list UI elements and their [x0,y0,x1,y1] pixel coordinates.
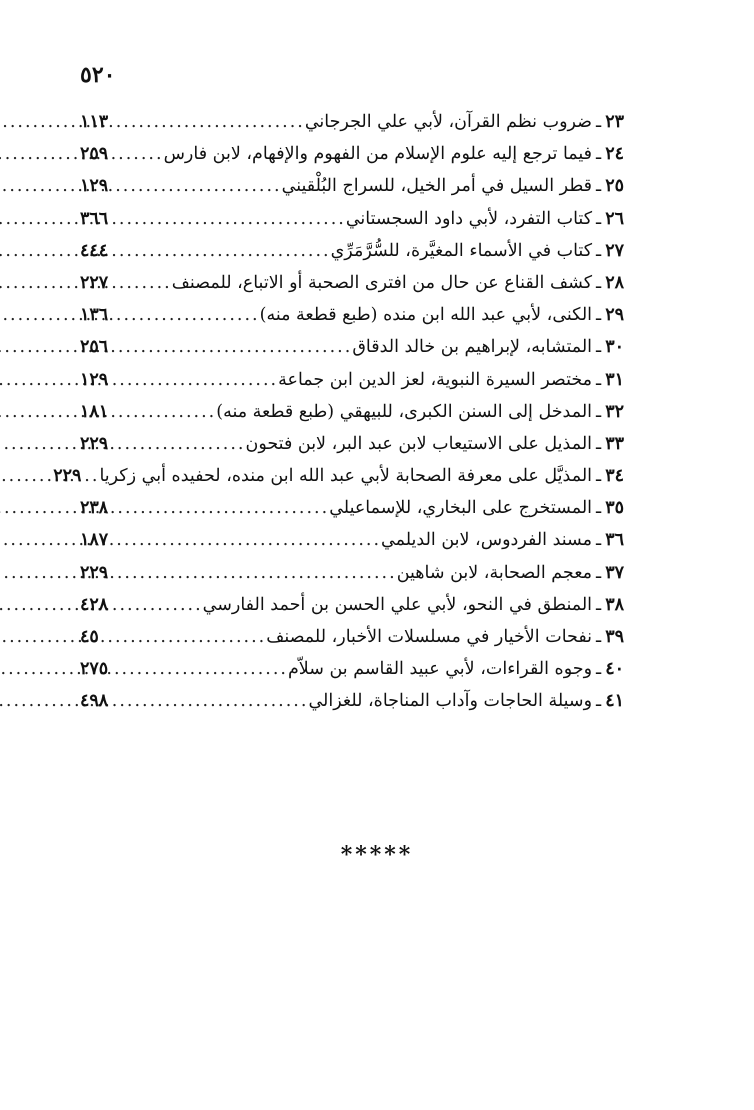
entry-separator: ـ [596,498,602,519]
end-mark: ***** [340,842,414,868]
entry-title: كتاب التفرد، لأبي داود السجستاني [345,208,593,229]
entry-page: ١٢٩ [80,176,109,197]
entry-separator: ـ [596,112,602,132]
index-entry [80,176,624,208]
entry-number: ٢٦ [605,208,624,229]
entry-number: ٢٤ [605,144,624,165]
entry-separator: ـ [596,144,602,165]
entry-title: كشف القناع عن حال من افترى الصحبة أو الاتباع، للمصنف [171,272,593,293]
index-entry [80,563,624,595]
entry-title: المذيل على الاستيعاب لابن عبد البر، لابن فتحون [245,433,593,454]
entry-number: ٣٣ [605,433,624,454]
dot-leader [108,337,352,357]
entry-number: ٤١ [605,691,624,712]
dot-leader [108,209,346,229]
entry-page: ١٨٧ [80,530,109,551]
index-entry [80,627,624,659]
entry-title: مسند الفردوس، لابن الديلمي [381,530,593,551]
entry-title: المذيَّل على معرفة الصحابة لأبي عبد الله ابن منده، لحفيده أبي زكريا [99,466,593,487]
index-entry [80,434,624,466]
dot-leader [108,176,281,196]
index-entry [80,498,624,530]
entry-page: ١١٣ [80,112,109,132]
entry-separator: ـ [596,530,602,551]
index-entry [80,530,624,562]
entry-separator: ـ [596,691,602,712]
entry-page: ٤٢٨ [80,594,109,615]
entry-number: ٢٨ [605,272,624,293]
entry-separator: ـ [596,208,602,229]
entry-number: ٢٧ [605,240,624,261]
dot-leader [108,241,330,261]
entry-page: ١٨١ [80,401,109,422]
entry-separator: ـ [596,176,602,197]
entry-page: ٢٥٩ [80,144,109,165]
entry-separator: ـ [596,562,602,583]
dot-leader [99,627,266,647]
index-entry [80,337,624,369]
dot-leader [81,466,99,486]
entry-number: ٣٩ [605,627,624,647]
entry-number: ٤٠ [605,659,624,680]
entry-page: ٢٢٧ [80,272,109,293]
dot-leader [108,530,381,550]
entry-title: كتاب في الأسماء المغيَّرة، للسُّرَّمَرِّي [330,240,593,261]
entry-title: المدخل إلى السنن الكبرى، للبيهقي (طبع قطعة منه) [216,401,593,422]
index-entry [53,466,624,498]
entry-page: ١٣٦ [80,305,109,326]
dot-leader [108,563,396,583]
entry-separator: ـ [596,594,602,615]
entry-number: ٣٦ [605,530,624,551]
dot-leader [108,595,202,615]
index-entry [80,659,624,691]
index-list [53,112,624,724]
dot-leader [108,434,245,454]
entry-separator: ـ [596,305,602,326]
index-entry [80,691,624,723]
entry-separator: ـ [596,401,602,422]
entry-title: نفحات الأخيار في مسلسلات الأخبار، للمصنف [266,627,593,647]
index-entry [80,402,624,434]
entry-page: ٤٥ [80,627,99,647]
entry-title: قطر السيل في أمر الخيل، للسراج البُلْقيني [281,176,593,197]
entry-title: معجم الصحابة، لابن شاهين [396,562,593,583]
entry-number: ٣٢ [605,401,624,422]
entry-number: ٣١ [605,369,624,390]
index-entry [80,305,624,337]
dot-leader [108,402,216,422]
index-entry [80,370,624,402]
entry-page: ٢٣٨ [80,498,109,519]
entry-page: ٤٩٨ [80,691,109,712]
entry-title: مختصر السيرة النبوية، لعز الدين ابن جماعة [278,369,593,390]
dot-leader [108,144,163,164]
dot-leader [108,273,172,293]
entry-title: الكنى، لأبي عبد الله ابن منده (طبع قطعة منه) [259,305,593,326]
entry-separator: ـ [596,659,602,680]
dot-leader [108,659,288,679]
index-entry [80,209,624,241]
entry-separator: ـ [596,272,602,293]
dot-leader [108,691,308,711]
page-number: ٥٢٠ [80,62,116,88]
entry-separator: ـ [596,627,602,647]
entry-number: ٣٨ [605,594,624,615]
entry-separator: ـ [596,240,602,261]
entry-number: ٢٥ [605,176,624,197]
entry-page: ١٢٩ [80,369,109,390]
entry-separator: ـ [596,433,602,454]
entry-title: وجوه القراءات، لأبي عبيد القاسم بن سلاّم [287,659,593,680]
dot-leader [108,305,259,325]
entry-title: فيما ترجع إليه علوم الإسلام من الفهوم والإفهام، لابن فارس [163,144,593,165]
entry-page: ٢٧٥ [80,659,109,680]
index-entry [80,144,624,176]
entry-number: ٣٤ [605,466,624,487]
entry-separator: ـ [596,466,602,487]
entry-title: وسيلة الحاجات وآداب المناجاة، للغزالي [308,691,593,712]
index-entry [80,595,624,627]
entry-page: ٢٢٩ [80,562,109,583]
entry-number: ٢٩ [605,305,624,326]
entry-number: ٢٣ [605,112,624,132]
entry-page: ٢٢٩ [53,466,82,487]
entry-page: ٣٦٦ [80,208,109,229]
dot-leader [108,112,305,132]
entry-page: ٢٢٩ [80,433,109,454]
entry-number: ٣٠ [605,337,624,358]
entry-number: ٣٧ [605,562,624,583]
index-entry [80,241,624,273]
index-entry [80,273,624,305]
entry-separator: ـ [596,369,602,390]
entry-title: المنطق في النحو، لأبي علي الحسن بن أحمد الفارسي [202,594,593,615]
entry-number: ٣٥ [605,498,624,519]
entry-separator: ـ [596,337,602,358]
entry-title: المتشابه، لإبراهيم بن خالد الدقاق [352,337,593,358]
index-entry [80,112,624,144]
entry-title: المستخرج على البخاري، للإسماعيلي [329,498,593,519]
entry-page: ٢٥٦ [80,337,109,358]
entry-page: ٤٤٤ [80,240,109,261]
dot-leader [108,370,278,390]
entry-title: ضروب نظم القرآن، لأبي علي الجرجاني [304,112,593,132]
dot-leader [108,498,329,518]
